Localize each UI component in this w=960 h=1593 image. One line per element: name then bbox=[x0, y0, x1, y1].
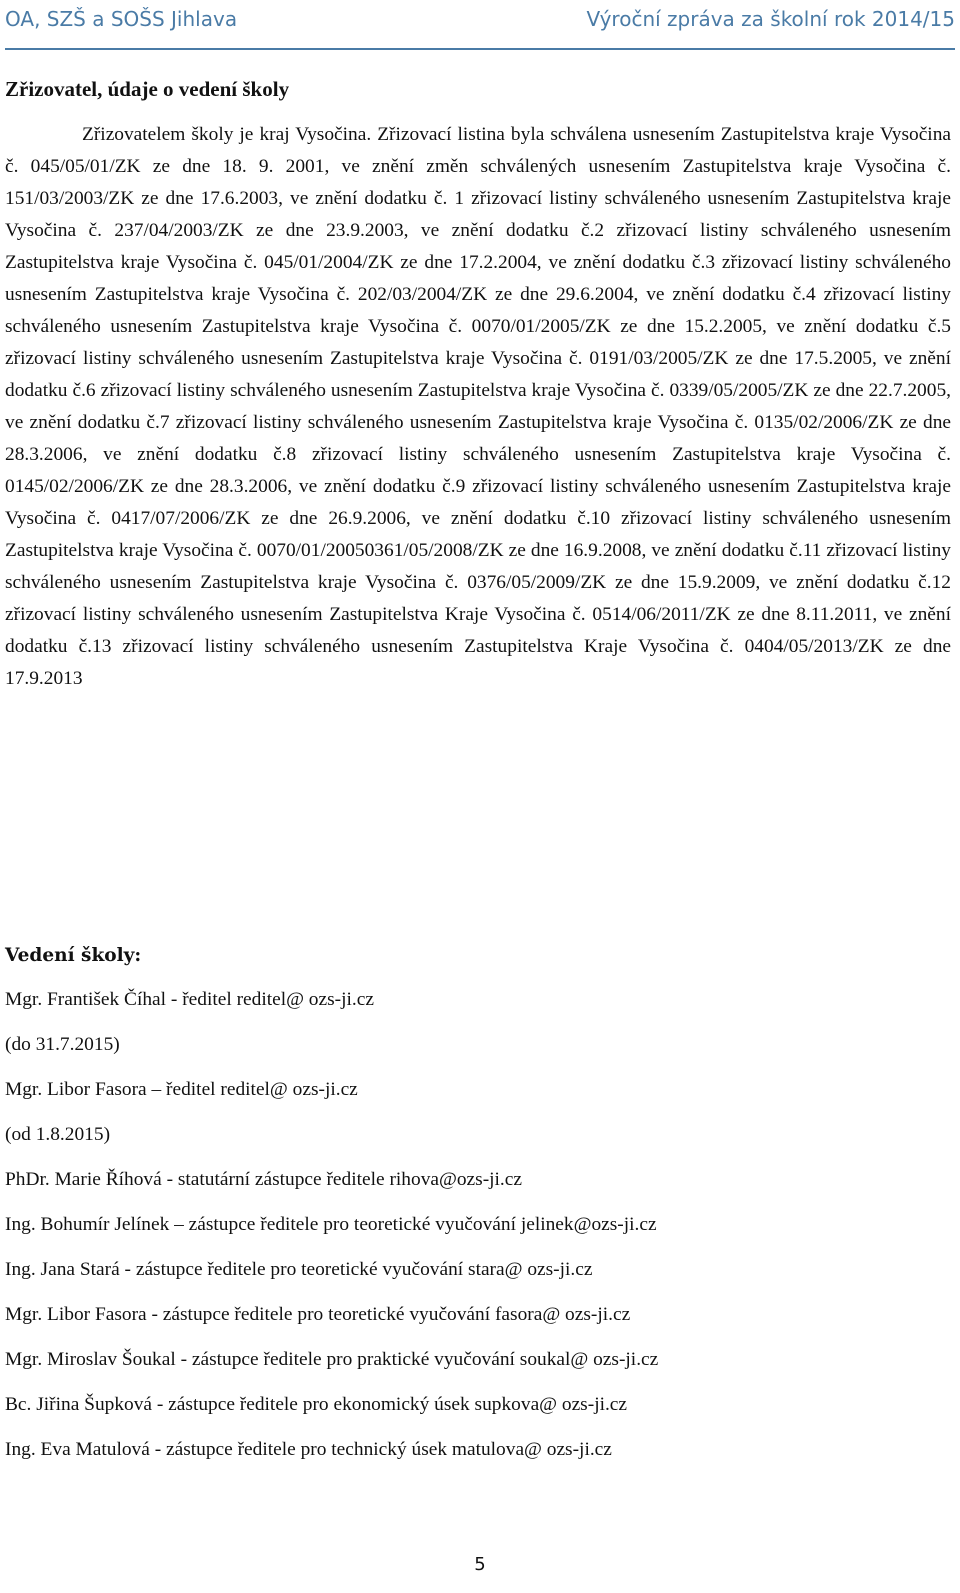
page-number: 5 bbox=[474, 1554, 486, 1575]
header-school-name: OA, SZŠ a SOŠS Jihlava bbox=[5, 7, 238, 31]
leadership-heading: Vedení školy: bbox=[5, 945, 142, 966]
leadership-line: Mgr. Miroslav Šoukal - zástupce ředitele pro praktické vyučování soukal@ ozs-ji.cz bbox=[5, 1349, 659, 1370]
founder-paragraph: Zřizovatelem školy je kraj Vysočina. Zřizovací listina byla schválena usnesením Zastupitelstva kraje Vysočina č. 045/05/01/ZK ze dne 18. 9. 2001, ve znění změn schválených usnesením Zastupitelstva kraje Vysočina č. 151/03/2003/ZK ze dne 17.6.2003, ve znění dodatku č. 1 zřizovací listiny schváleného usnesením Zastupitelstva kraje Vysočina č. 237/04/2003/ZK ze dne 23.9.2003, ve znění dodatku č.2 zřizovací listiny schváleného usnesením Zastupitelstva kraje Vysočina č. 045/01/2004/ZK ze dne 17.2.2004, ve znění dodatku č.3 zřizovací listiny schváleného usnesením Zastupitelstva kraje Vysočina č. 202/03/2004/ZK ze dne 29.6.2004, ve znění dodatku č.4 zřizovací listiny schváleného usnesením Zastupitelstva kraje Vysočina č. 0070/01/2005/ZK ze dne 15.2.2005, ve znění dodatku č.5 zřizovací listiny schváleného usnesením Zastupitelstva kraje Vysočina č. 0191/03/2005/ZK ze dne 17.5.2005, ve znění dodatku č.6 zřizovací listiny schváleného usnesením Zastupitelstva kraje Vysočina č. 0339/05/2005/ZK ze dne 22.7.2005, ve znění dodatku č.7 zřizovací listiny schváleného usnesením Zastupitelstva kraje Vysočina č. 0135/02/2006/ZK ze dne 28.3.2006, ve znění dodatku č.8 zřizovací listiny schváleného usnesením Zastupitelstva kraje Vysočina č. 0145/02/2006/ZK ze dne 28.3.2006, ve znění dodatku č.9 zřizovací listiny schváleného usnesením Zastupitelstva kraje Vysočina č. 0417/07/2006/ZK ze dne 26.9.2006, ve znění dodatku č.10 zřizovací listiny schváleného usnesením Zastupitelstva kraje Vysočina č. 0070/01/20050361/05/2008/ZK ze dne 16.9.2008, ve znění dodatku č.11 zřizovací listiny schváleného usnesením Zastupitelstva kraje Vysočina č. 0376/05/2009/ZK ze dne 15.9.2009, ve znění dodatku č.12 zřizovací listiny schváleného usnesením Zastupitelstva Kraje Vysočina č. 0514/06/2011/ZK ze dne 8.11.2011, ve znění dodatku č.13 zřizovací listiny schváleného usnesením Zastupitelstva Kraje Vysočina č. 0404/05/2013/ZK ze dne 17.9.2013 bbox=[5, 124, 951, 689]
leadership-line: Mgr. Libor Fasora – ředitel reditel@ ozs-ji.cz bbox=[5, 1079, 358, 1100]
leadership-line: PhDr. Marie Říhová - statutární zástupce ředitele rihova@ozs-ji.cz bbox=[5, 1169, 522, 1190]
leadership-line: Mgr. Libor Fasora - zástupce ředitele pro teoretické vyučování fasora@ ozs-ji.cz bbox=[5, 1304, 631, 1325]
section-title: Zřizovatel, údaje o vedení školy bbox=[5, 77, 290, 101]
leadership-line: (do 31.7.2015) bbox=[5, 1034, 120, 1055]
header-report-title: Výroční zpráva za školní rok 2014/15 bbox=[586, 7, 955, 31]
leadership-line: Bc. Jiřina Šupková - zástupce ředitele pro ekonomický úsek supkova@ ozs-ji.cz bbox=[5, 1394, 628, 1415]
leadership-line: Ing. Eva Matulová - zástupce ředitele pro technický úsek matulova@ ozs-ji.cz bbox=[5, 1439, 612, 1460]
leadership-line: Ing. Jana Stará - zástupce ředitele pro teoretické vyučování stara@ ozs-ji.cz bbox=[5, 1259, 593, 1280]
leadership-line: Mgr. František Číhal - ředitel reditel@ ozs-ji.cz bbox=[5, 989, 374, 1010]
page-header bbox=[5, 0, 955, 50]
leadership-line: (od 1.8.2015) bbox=[5, 1124, 111, 1145]
leadership-line: Ing. Bohumír Jelínek – zástupce ředitele pro teoretické vyučování jelinek@ozs-ji.cz bbox=[5, 1214, 657, 1235]
